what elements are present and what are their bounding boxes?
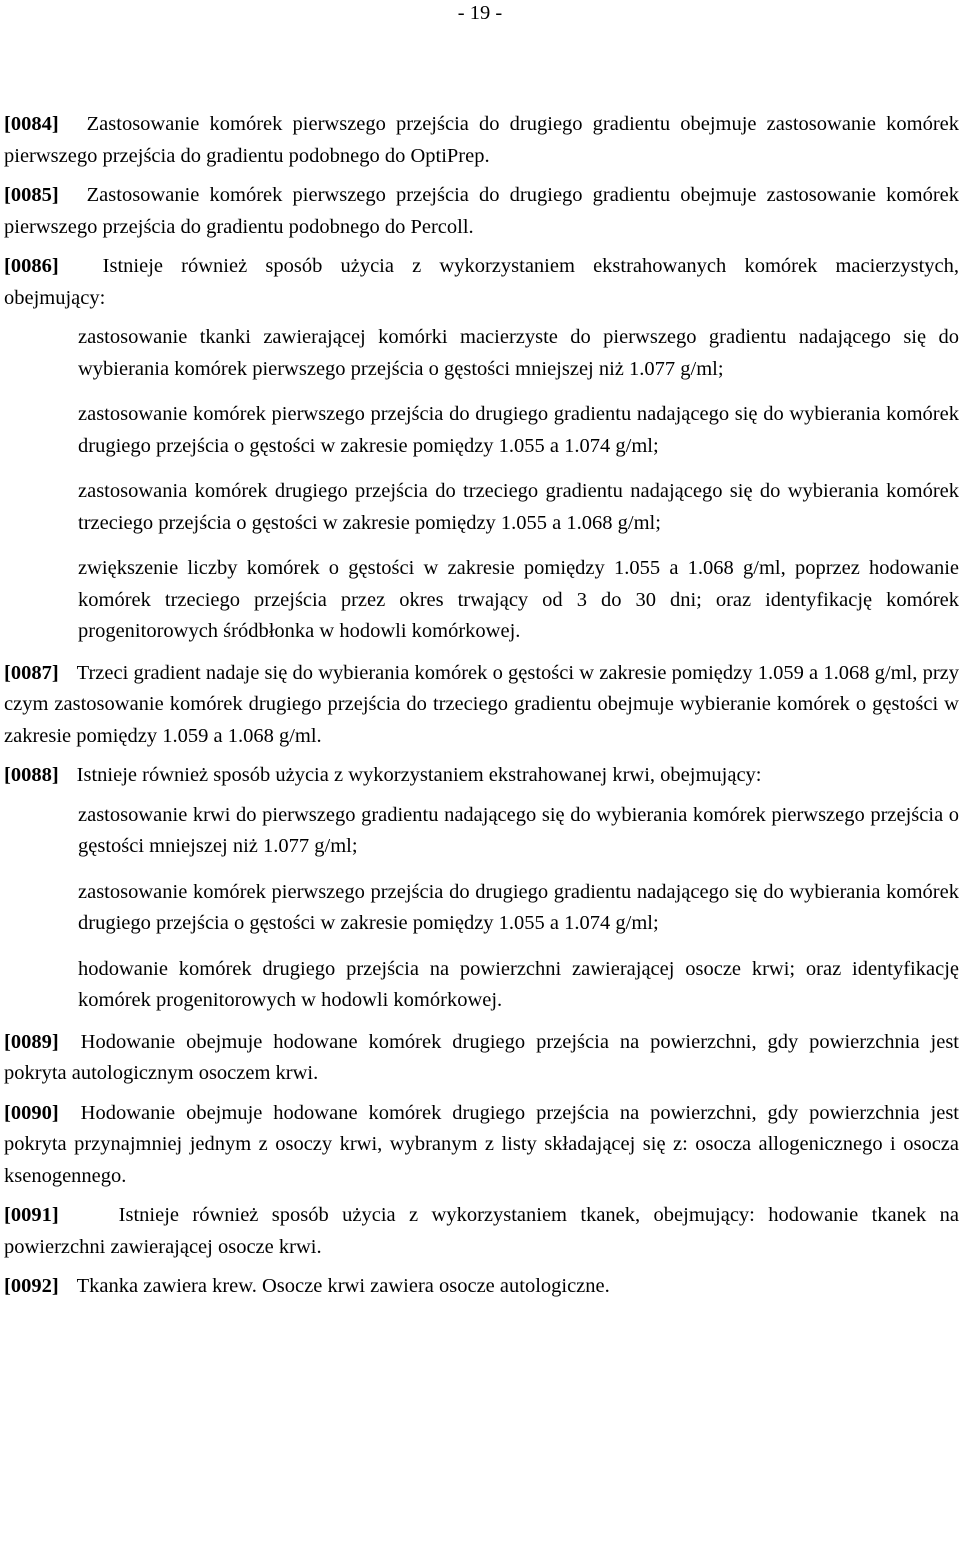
step-list-0086: [78, 322, 959, 648]
paragraph-number: [0088]: [4, 764, 59, 786]
paragraph-number: [0089]: [4, 1030, 59, 1053]
paragraph-text: Trzeci gradient nadaje się do wybierania komórek o gęstości w zakresie pomiędzy 1.059 a 1.068 g/ml, przy czym zastosowanie komórek drugiego przejścia do trzeciego gradientu obejmuje wybieranie komórek o gęstości w zakresie pomiędzy 1.059 a 1.068 g/ml.: [4, 661, 959, 747]
paragraph-0085: [4, 180, 959, 243]
list-item: zastosowania komórek drugiego przejścia do trzeciego gradientu nadającego się do wybierania komórek trzeciego przejścia o gęstości w zakresie pomiędzy 1.055 a 1.068 g/ml;: [78, 480, 959, 534]
paragraph-0087: [4, 658, 959, 753]
paragraph-number: [0086]: [4, 255, 59, 277]
list-item: zastosowanie tkanki zawierającej komórki macierzyste do pierwszego gradientu nadającego się do wybierania komórek pierwszego przejścia o gęstości mniejszej niż 1.077 g/ml;: [78, 326, 959, 380]
step-list-0088: [78, 800, 959, 1017]
paragraph-0091: [4, 1200, 959, 1263]
paragraph-text: Hodowanie obejmuje hodowane komórek drugiego przejścia na powierzchni, gdy powierzchnia jest pokryta przynajmniej jednym z osoczy krwi, wybranym z listy składającej się z: osocza allogenicznego i osocza ksenogennego.: [4, 1101, 959, 1187]
paragraph-0092: [4, 1271, 959, 1303]
paragraph-number: [0084]: [4, 113, 59, 135]
paragraph-0084: [4, 109, 959, 172]
paragraph-0088: [4, 760, 959, 792]
page-number: - 19 -: [457, 2, 503, 24]
paragraph-0090: [4, 1098, 959, 1193]
paragraph-number: [0092]: [4, 1275, 59, 1297]
paragraph-text: Zastosowanie komórek pierwszego przejścia do drugiego gradientu obejmuje zastosowanie komórek pierwszego przejścia do gradientu podobnego do Percoll.: [4, 184, 959, 238]
paragraph-0089: [4, 1027, 959, 1090]
paragraph-number: [0090]: [4, 1101, 59, 1124]
paragraph-text: Hodowanie obejmuje hodowane komórek drugiego przejścia na powierzchni, gdy powierzchnia jest pokryta autologicznym osoczem krwi.: [4, 1030, 959, 1084]
document-body: [4, 109, 959, 1311]
paragraph-text: Istnieje również sposób użycia z wykorzystaniem tkanek, obejmujący: hodowanie tkanek na powierzchni zawierającej osocze krwi.: [4, 1204, 959, 1258]
paragraph-0086: [4, 251, 959, 314]
paragraph-text: Istnieje również sposób użycia z wykorzystaniem ekstrahowanej krwi, obejmujący:: [76, 764, 762, 786]
list-item: zwiększenie liczby komórek o gęstości w zakresie pomiędzy 1.055 a 1.068 g/ml, poprzez hodowanie komórek trzeciego przejścia przez okres trwający od 3 do 30 dni; oraz identyfikację komórek progenitorowych śródbłonka w hodowli komórkowej.: [78, 557, 959, 642]
list-item: hodowanie komórek drugiego przejścia na powierzchni zawierającej osocze krwi; oraz identyfikację komórek progenitorowych w hodowli komórkowej.: [78, 957, 959, 1011]
list-item: zastosowanie komórek pierwszego przejścia do drugiego gradientu nadającego się do wybierania komórek drugiego przejścia o gęstości w zakresie pomiędzy 1.055 a 1.074 g/ml;: [78, 403, 959, 457]
paragraph-text: Tkanka zawiera krew. Osocze krwi zawiera osocze autologiczne.: [76, 1275, 610, 1297]
paragraph-number: [0091]: [4, 1204, 59, 1226]
list-item: zastosowanie krwi do pierwszego gradientu nadającego się do wybierania komórek pierwszego przejścia o gęstości mniejszej niż 1.077 g/ml;: [78, 803, 959, 857]
paragraph-number: [0085]: [4, 184, 59, 206]
list-item: zastosowanie komórek pierwszego przejścia do drugiego gradientu nadającego się do wybierania komórek drugiego przejścia o gęstości w zakresie pomiędzy 1.055 a 1.074 g/ml;: [78, 880, 959, 934]
paragraph-number: [0087]: [4, 661, 59, 684]
paragraph-text: Istnieje również sposób użycia z wykorzystaniem ekstrahowanych komórek macierzystych, obejmujący:: [4, 255, 959, 309]
paragraph-text: Zastosowanie komórek pierwszego przejścia do drugiego gradientu obejmuje zastosowanie komórek pierwszego przejścia do gradientu podobnego do OptiPrep.: [4, 113, 959, 167]
